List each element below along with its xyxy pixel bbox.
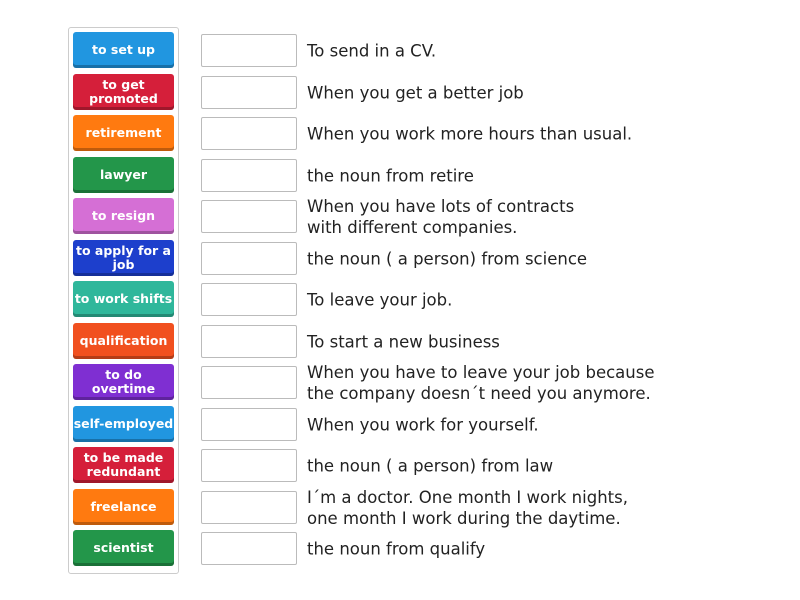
definition-row [201, 325, 761, 359]
drop-target-box[interactable] [201, 366, 297, 399]
drop-target-box[interactable] [201, 200, 297, 233]
drop-target-box[interactable] [201, 283, 297, 316]
answer-tile[interactable]: to set up [73, 32, 174, 68]
answer-tile[interactable]: retirement [73, 115, 174, 151]
drop-target-box[interactable] [201, 242, 297, 275]
answer-tile[interactable]: to be made redundant [73, 447, 174, 483]
definition-text: When you have lots of contracts with different companies. [307, 197, 575, 237]
drop-target-box[interactable] [201, 532, 297, 565]
drop-target-box[interactable] [201, 34, 297, 67]
definition-row [201, 363, 761, 403]
answer-tile[interactable]: qualification [73, 323, 174, 359]
definition-row [201, 408, 761, 442]
answer-tile[interactable]: self-employed [73, 406, 174, 442]
definition-row [201, 34, 761, 68]
definition-row [201, 117, 761, 151]
drop-target-box[interactable] [201, 159, 297, 192]
answer-tile[interactable]: to get promoted [73, 74, 174, 110]
drop-target-box[interactable] [201, 408, 297, 441]
definition-text: When you get a better job [307, 83, 524, 102]
drop-target-box[interactable] [201, 325, 297, 358]
definition-row [201, 283, 761, 317]
definition-row [201, 449, 761, 483]
drop-target-box[interactable] [201, 491, 297, 524]
definition-text: When you have to leave your job because the company doesn´t need you anymore. [307, 363, 655, 403]
answer-tile[interactable]: to do overtime [73, 364, 174, 400]
answer-tile[interactable]: to work shifts [73, 281, 174, 317]
definition-text: the noun ( a person) from law [307, 456, 554, 476]
answer-tile[interactable]: scientist [73, 530, 174, 566]
definition-row [201, 197, 761, 237]
answer-tile[interactable]: freelance [73, 489, 174, 525]
answer-tile[interactable]: to resign [73, 198, 174, 234]
answer-tiles-panel [68, 27, 179, 574]
drop-target-box[interactable] [201, 117, 297, 150]
definition-text: To send in a CV. [307, 41, 437, 61]
definition-text: To start a new business [307, 332, 500, 351]
definition-row [201, 76, 761, 110]
definition-text: When you work for yourself. [307, 415, 539, 434]
definition-text: the noun from qualify [307, 539, 486, 559]
definition-text: I´m a doctor. One month I work nights, one month I work during the daytime. [307, 487, 628, 528]
definition-text: To leave your job. [307, 290, 453, 310]
drop-target-box[interactable] [201, 76, 297, 109]
definition-row [201, 487, 761, 528]
definition-text: the noun from retire [307, 166, 474, 185]
definition-text: When you work more hours than usual. [307, 124, 633, 144]
definition-row [201, 159, 761, 193]
definition-row [201, 242, 761, 276]
definition-text: the noun ( a person) from science [307, 249, 588, 268]
definition-row [201, 532, 761, 566]
drop-target-box[interactable] [201, 449, 297, 482]
answer-tile[interactable]: to apply for a job [73, 240, 174, 276]
answer-tile[interactable]: lawyer [73, 157, 174, 193]
